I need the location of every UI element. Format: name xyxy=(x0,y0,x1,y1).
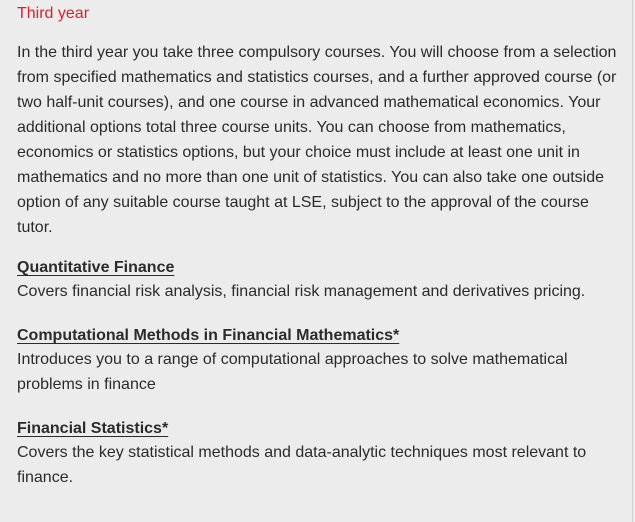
course-description: Covers the key statistical methods and data-analytic techniques most relevant to finance. xyxy=(17,444,587,486)
course-item-financial-statistics xyxy=(17,417,616,490)
section-intro: In the third year you take three compulsory courses. You will choose from a selection from specified mathematics and statistics courses, and a further approved course (or two half-unit courses), and one course in advanced mathematical economics. Your additional options total three course units. You can choose from mathematics, economics or statistics options, but your choice must include at least one unit in mathematics and no more than one unit of statistics. You can also take one outside option of any suitable course taught at LSE, subject to the approval of the course tutor. xyxy=(17,44,617,236)
course-item-quantitative-finance xyxy=(17,256,616,304)
course-description: Covers financial risk analysis, financial risk management and derivatives pricing. xyxy=(17,283,586,300)
section-title: Third year xyxy=(17,5,90,22)
course-link-computational-methods[interactable]: Computational Methods in Financial Mathematics* xyxy=(17,327,400,344)
course-description: Introduces you to a range of computational approaches to solve mathematical problems in finance xyxy=(17,351,568,393)
course-link-financial-statistics[interactable]: Financial Statistics* xyxy=(17,420,169,437)
course-item-computational-methods xyxy=(17,324,616,397)
course-link-quantitative-finance[interactable]: Quantitative Finance xyxy=(17,259,175,276)
